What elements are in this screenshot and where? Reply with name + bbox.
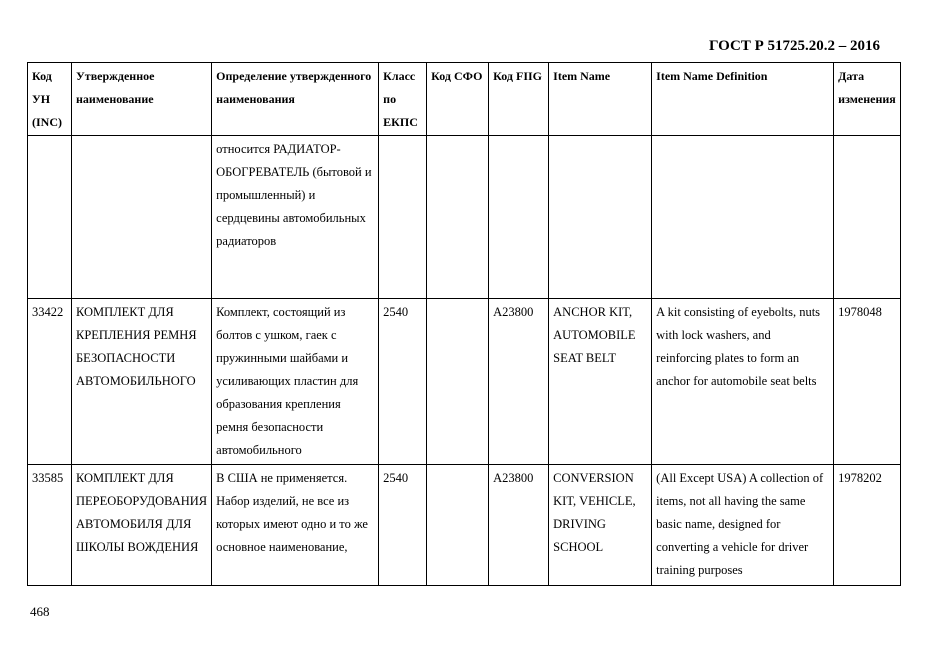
cell-definition: В США не применяется. Набор изделий, не все из которых имеют одно и то же основное наименование, xyxy=(212,465,379,586)
table-row xyxy=(28,136,901,299)
page-number: 468 xyxy=(30,604,50,619)
classification-table xyxy=(27,62,901,586)
cell-sfo-code xyxy=(427,299,489,465)
col-header-approved-name: Утвержденное наименование xyxy=(72,63,212,136)
cell-ekps-class xyxy=(379,136,427,299)
cell-sfo-code xyxy=(427,136,489,299)
cell-change-date: 1978202 xyxy=(834,465,901,586)
col-header-definition: Определение утвержденного наименования xyxy=(212,63,379,136)
col-header-ekps-class: Класс по ЕКПС xyxy=(379,63,427,136)
cell-approved-name xyxy=(72,136,212,299)
cell-item-name: CONVERSION KIT, VEHICLE, DRIVING SCHOOL xyxy=(549,465,652,586)
cell-item-name: ANCHOR KIT, AUTOMOBILE SEAT BELT xyxy=(549,299,652,465)
cell-ekps-class: 2540 xyxy=(379,465,427,586)
cell-inc: 33585 xyxy=(28,465,72,586)
cell-change-date xyxy=(834,136,901,299)
col-header-change-date: Дата изменения xyxy=(834,63,901,136)
cell-fiig-code xyxy=(489,136,549,299)
col-header-item-name: Item Name xyxy=(549,63,652,136)
table-header-row xyxy=(28,63,901,136)
cell-item-name xyxy=(549,136,652,299)
col-header-fiig-code: Код FIIG xyxy=(489,63,549,136)
table-row xyxy=(28,299,901,465)
col-header-inc: Код УН (INC) xyxy=(28,63,72,136)
cell-approved-name: КОМПЛЕКТ ДЛЯ ПЕРЕОБОРУДОВАНИЯ АВТОМОБИЛЯ ДЛЯ ШКОЛЫ ВОЖДЕНИЯ xyxy=(72,465,212,586)
document-header: ГОСТ Р 51725.20.2 – 2016 xyxy=(709,38,881,54)
cell-item-name-definition xyxy=(652,136,834,299)
cell-inc xyxy=(28,136,72,299)
cell-item-name-definition: (All Except USA) A collection of items, not all having the same basic name, designed for converting a vehicle for driver training purposes xyxy=(652,465,834,586)
cell-approved-name: КОМПЛЕКТ ДЛЯ КРЕПЛЕНИЯ РЕМНЯ БЕЗОПАСНОСТИ АВТОМОБИЛЬНОГО xyxy=(72,299,212,465)
table-row xyxy=(28,465,901,586)
cell-change-date: 1978048 xyxy=(834,299,901,465)
cell-item-name-definition: A kit consisting of eyebolts, nuts with lock washers, and reinforcing plates to form an anchor for automobile seat belts xyxy=(652,299,834,465)
cell-ekps-class: 2540 xyxy=(379,299,427,465)
cell-definition: Комплект, состоящий из болтов с ушком, гаек с пружинными шайбами и усиливающих пластин для образования крепления ремня безопасности автомобильного xyxy=(212,299,379,465)
cell-sfo-code xyxy=(427,465,489,586)
col-header-item-name-definition: Item Name Definition xyxy=(652,63,834,136)
cell-inc: 33422 xyxy=(28,299,72,465)
cell-definition: относится РАДИАТОР-ОБОГРЕВАТЕЛЬ (бытовой и промышленный) и сердцевины автомобильных радиаторов xyxy=(212,136,379,299)
cell-fiig-code: A23800 xyxy=(489,299,549,465)
cell-fiig-code: A23800 xyxy=(489,465,549,586)
col-header-sfo-code: Код СФО xyxy=(427,63,489,136)
